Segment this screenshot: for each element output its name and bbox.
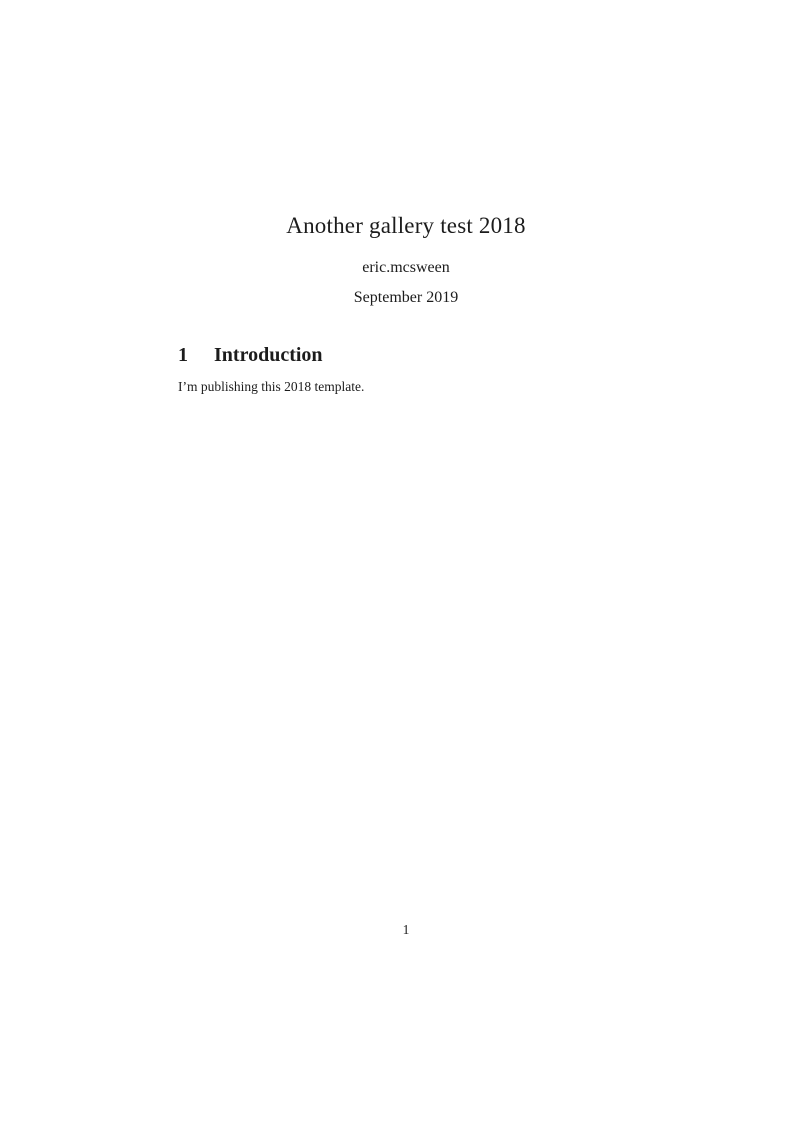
section-body-paragraph: I’m publishing this 2018 template. — [178, 379, 365, 394]
text-block — [178, 0, 634, 1123]
section-heading — [178, 344, 323, 367]
section-title: Introduction — [214, 344, 323, 366]
section-number: 1 — [178, 344, 188, 366]
document-date: September 2019 — [353, 289, 459, 306]
document-author: eric.mcsween — [362, 259, 450, 276]
page-number: 1 — [402, 922, 410, 937]
document-title: Another gallery test 2018 — [286, 213, 526, 238]
